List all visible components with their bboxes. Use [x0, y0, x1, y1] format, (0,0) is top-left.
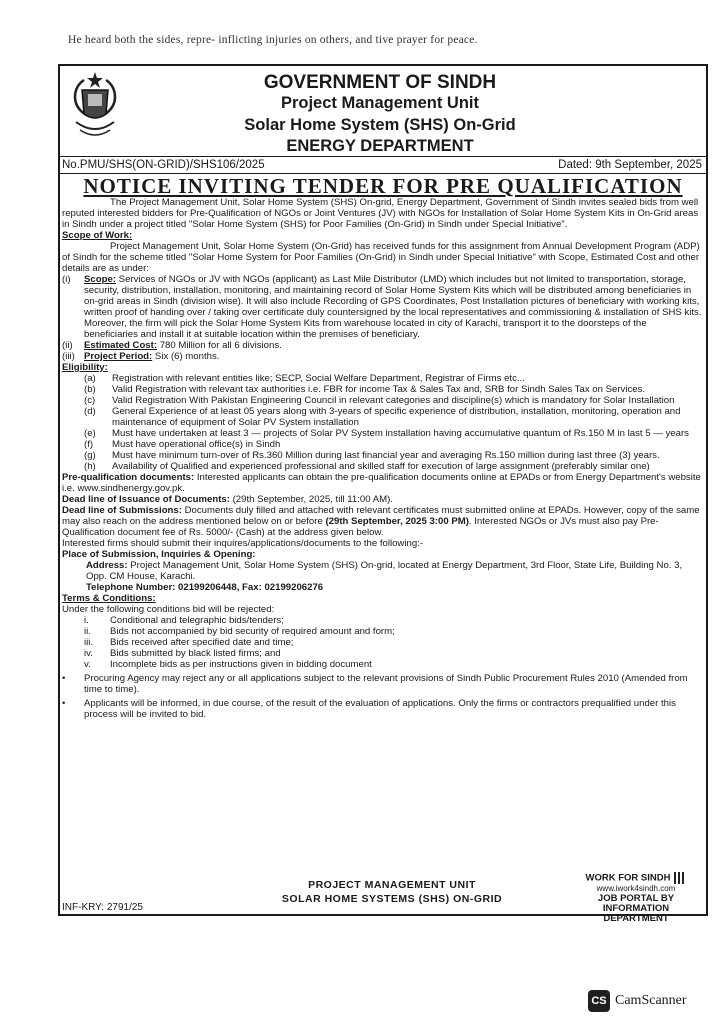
list-item: (d) General Experience of at least 05 years along with 3-years of specific experience of distribution, installation, monitoring, operation and maintenance of equipment of Solar PV System installation — [84, 406, 681, 428]
newspaper-clipping-text: He heard both the sides, repre- inflicting injuries on others, and tive prayer for peace. — [68, 34, 478, 46]
deadline-submission: Dead line of Submissions: Documents duly filled and attached with relevant certificates must submitted online at EPADs. However, copy of the same may also reach on the address mentioned below on or before (29th September, 2025 3:00 PM). Interested NGOs or JVs must also pay Pre-Qualification document fee of Rs. 5000/- (Cash) at the address given below. — [62, 505, 700, 538]
work-for-sindh-logo: WORK FOR SINDH www.iwork4sindh.com JOB PORTAL BY INFORMATION DEPARTMENT — [572, 872, 700, 924]
place-heading: Place of Submission, Inquiries & Opening: — [62, 549, 256, 560]
list-item: (e) Must have undertaken at least 3 — projects of Solar PV System installation having accumulative quantum of Rs.150 M in last 5 — years — [84, 428, 689, 439]
notice-title: NOTICE INVITING TENDER FOR PRE QUALIFICATION — [83, 174, 683, 198]
inf-number: INF-KRY: 2791/25 — [62, 902, 143, 913]
list-item: (c) Valid Registration With Pakistan Engineering Council in relevant categories and discipline(s) which is mandatory for Solar Installation — [84, 395, 675, 406]
header-shs: Solar Home System (SHS) On-Grid — [244, 116, 516, 134]
scope-heading: Scope of Work: — [62, 230, 133, 241]
scope-item: (i) Scope: Services of NGOs or JV with NGOs (applicant) as Last Mile Distributor (LMD) which includes but not limited to transportation, storage, security, distribution, installation, monitoring, and maintaining record of Solar Home System Kits which will be distributed among beneficiaries in on-grid areas in Sindh (division wise). It will also include Recording of GPS Coordinates, Post Installation pictures of beneficiary with working kits, written proof of handing over / taking over certificate duly countersigned by the local representatives and commissioning & installation of SHS kits. Moreover, the firm will pick the Solar Home System Kits from warehouse located in city of Karachi, transport it to the doorsteps of the beneficiaries and install it at suitable location within the premises of beneficiary. — [62, 274, 702, 340]
header-pmu: Project Management Unit — [280, 94, 480, 112]
intro-paragraph: The Project Management Unit, Solar Home System (SHS) On-grid, Energy Department, Government of Sindh invites sealed bids from well reputed interested bidders for Pre-Qualification of NGOs or Joint Ventures (JV) with NGOs for Installation of Solar Home System Kits in On-Grid areas in Sindh under a project titled "Solar Home System (SHS) for Poor Families (On-Grid) in Sindh under Special Initiative". — [62, 197, 699, 230]
scope-text: Project Management Unit, Solar Home System (On-Grid) has received funds for this assignment from Annual Development Program (ADP) of Sindh for the scheme titled "Solar Home System for Poor Families (On-Grid) in Sindh under Special Initiative" with Scope, Estimated Cost and other details are as under: — [62, 241, 700, 274]
rejection-list — [84, 615, 702, 670]
notice-body — [62, 197, 702, 720]
list-item: (b) Valid Registration with relevant tax authorities i.e. FBR for income Tax & Sales Tax and, SRB for Sindh Sales Tax on Services. — [84, 384, 646, 395]
bullet-item: • Applicants will be informed, in due course, of the result of the evaluation of applications. Only the firms or contractors prequalified under this process will be invited to bid. — [62, 698, 676, 720]
eligibility-heading: Eligibility: — [62, 362, 108, 373]
deadline-issuance: Dead line of Issuance of Documents: (29th September, 2025, till 11:00 AM). — [62, 494, 393, 505]
reference-bar — [60, 156, 706, 174]
list-item: (g) Must have minimum turn-over of Rs.360 Million during last financial year and averaging Rs.150 million during last three (3) years. — [84, 450, 660, 461]
list-item: (h) Availability of Qualified and experienced professional and skilled staff for execution of large assignment (preferably similar one) — [84, 461, 650, 472]
address-block — [86, 560, 702, 593]
eligibility-list — [84, 373, 702, 472]
header-government: GOVERNMENT OF SINDH — [263, 72, 497, 93]
list-item: v. Incomplete bids as per instructions given in bidding document — [84, 659, 372, 670]
bullet-icon: • — [62, 673, 66, 684]
camscanner-watermark — [588, 990, 687, 1012]
camscanner-icon: CS — [588, 990, 610, 1012]
bullet-icon: • — [62, 698, 66, 709]
header-department: ENERGY DEPARTMENT — [286, 137, 474, 155]
list-item: i. Conditional and telegraphic bids/tenders; — [84, 615, 284, 626]
prequal-paragraph: Pre-qualification documents: Interested applicants can obtain the pre-qualification documents online at EPADs or from Energy Department's website i.e. www.sindhenergy.gov.pk. — [62, 472, 701, 494]
qr-code-icon — [674, 872, 686, 884]
telephone-text: Telephone Number: 02199206448, Fax: 02199206276 — [86, 582, 324, 593]
terms-heading: Terms & Conditions: — [62, 593, 156, 604]
reference-number: No.PMU/SHS(ON-GRID)/SHS106/2025 — [62, 159, 265, 171]
camscanner-label: CamScanner — [615, 993, 687, 1008]
list-item: (a) Registration with relevant entities like; SECP, Social Welfare Department, Registrar of Firms etc... — [84, 373, 525, 384]
scope-item: (ii) Estimated Cost: 780 Million for all 6 divisions. — [62, 340, 282, 351]
list-item: iv. Bids submitted by black listed firms; and — [84, 648, 281, 659]
government-emblem-icon — [66, 70, 124, 142]
notice-footer — [62, 872, 702, 924]
list-item: (f) Must have operational office(s) in Sindh — [84, 439, 281, 450]
list-item: ii. Bids not accompanied by bid security of required amount and form; — [84, 626, 395, 637]
scope-item: (iii) Project Period: Six (6) months. — [62, 351, 220, 362]
bullet-item: • Procuring Agency may reject any or all applications subject to the relevant provisions of Sindh Public Procurement Rules 2010 (Amended from time to time). — [62, 673, 688, 695]
reference-date: Dated: 9th September, 2025 — [558, 159, 702, 171]
address-text: Address: Project Management Unit, Solar Home System (SHS) On-grid, located at Energy Department, 3rd Floor, State Life, Building No. 3, Opp. CM House, Karachi. — [86, 560, 683, 582]
list-item: iii. Bids received after specified date and time; — [84, 637, 294, 648]
terms-intro: Under the following conditions bid will be rejected: — [62, 604, 275, 615]
footer-signature: PROJECT MANAGEMENT UNIT SOLAR HOME SYSTEMS (SHS) ON-GRID — [281, 879, 503, 905]
interested-paragraph: Interested firms should submit their inquires/applications/documents to the following:- — [62, 538, 424, 549]
